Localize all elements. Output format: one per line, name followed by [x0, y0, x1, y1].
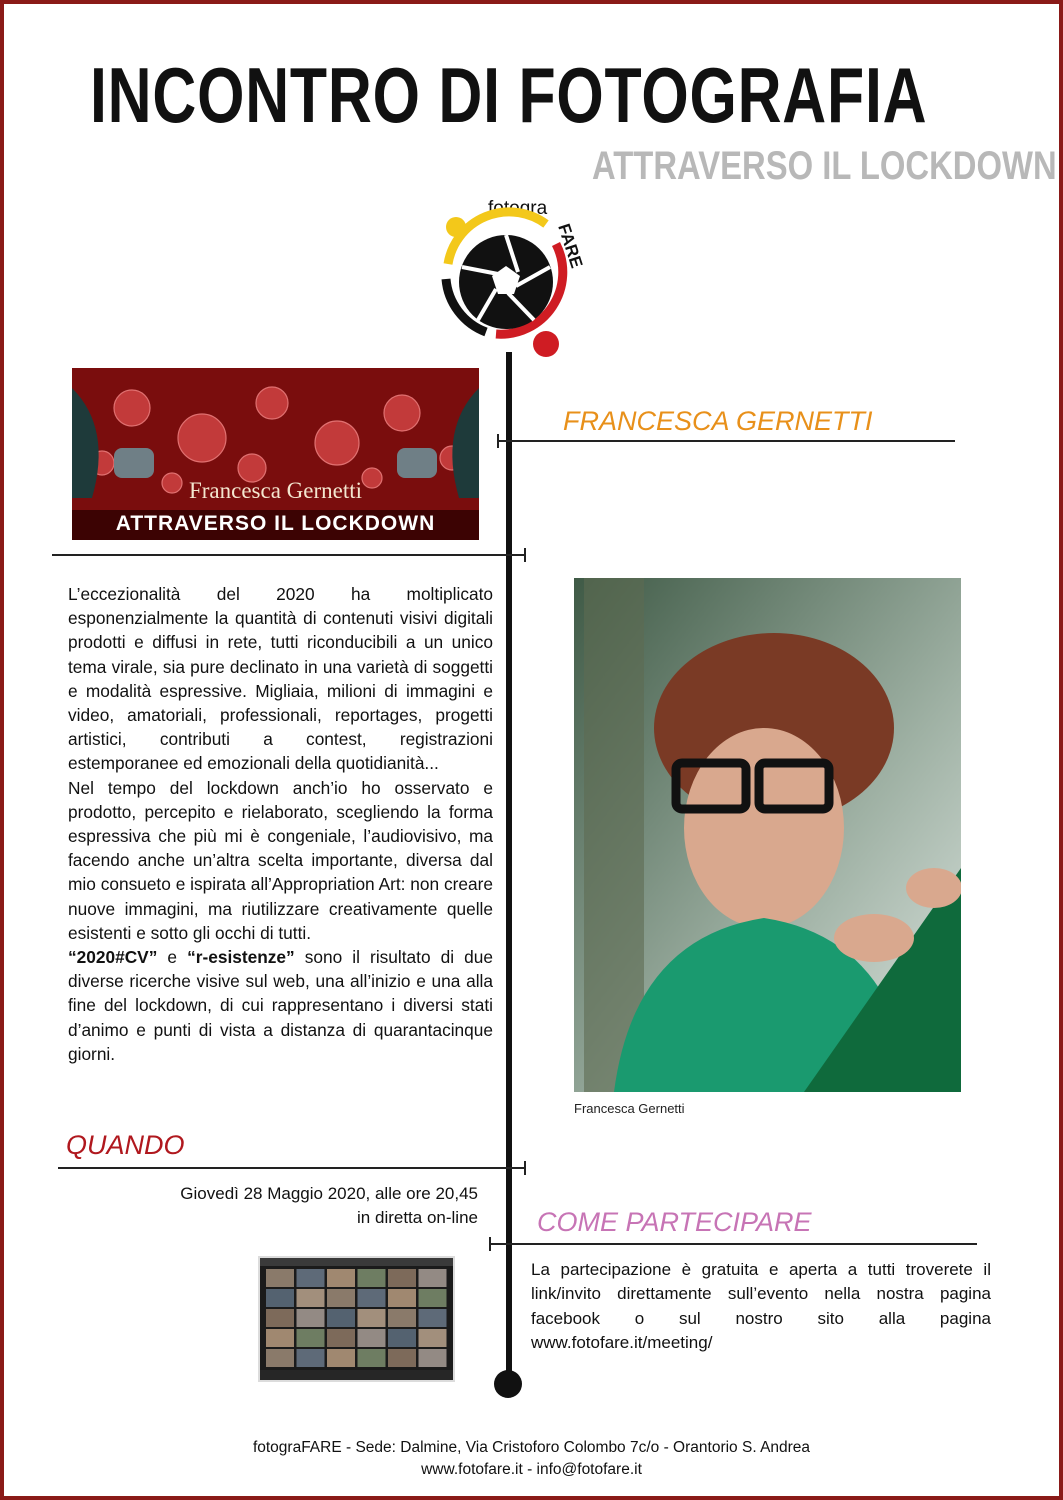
when-date: Giovedì 28 Maggio 2020, alle ore 20,45: [180, 1184, 478, 1203]
when-divider: [58, 1167, 526, 1169]
join-details: La partecipazione è gratuita e aperta a tutti troverete il link/invito direttamente sull’evento nella nostra pagina facebook o sul nostro sito alla pagina www.fotofare.it/meeting/: [531, 1260, 991, 1352]
join-heading: COME PARTECIPARE: [537, 1207, 812, 1237]
work-conjunction: e: [157, 947, 188, 968]
banner-name: Francesca Gernetti: [188, 478, 363, 503]
page-title: INCONTRO DI FOTOGRAFIA: [90, 51, 928, 139]
aperture-icon: [459, 235, 553, 329]
video-grid-image: [260, 1258, 453, 1380]
when-mode: in diretta on-line: [357, 1208, 478, 1227]
footer-contacts: www.fotofare.it - info@fotofare.it: [421, 1461, 642, 1478]
footer: [0, 1437, 1063, 1481]
fotografare-logo: [436, 194, 596, 360]
logo-text-light: fotogra: [488, 198, 548, 219]
speaker-divider-tick: [497, 434, 499, 448]
event-description: [68, 582, 493, 1066]
photo-caption: Francesca Gernetti: [574, 1101, 685, 1116]
when-divider-tick: [524, 1161, 526, 1175]
logo-text-bold: FARE: [554, 221, 587, 271]
when-heading: QUANDO: [66, 1130, 185, 1160]
footer-address: fotograFARE - Sede: Dalmine, Via Cristoforo Colombo 7c/o - Orantorio S. Andrea: [252, 1439, 811, 1456]
timeline-end-dot: [494, 1370, 522, 1398]
join-divider-tick: [489, 1237, 491, 1251]
banner-divider-tick: [524, 548, 526, 562]
speaker-photo: [574, 578, 961, 1092]
timeline-axis: [506, 352, 512, 1382]
banner-divider: [52, 554, 526, 556]
portrait-image: [574, 578, 961, 1092]
logo-dot-red: [533, 331, 559, 357]
speaker-divider: [498, 440, 955, 442]
description-paragraph-3: [68, 945, 493, 1066]
event-banner: [72, 368, 479, 540]
work-title-1: “2020#CV”: [68, 947, 158, 968]
banner-subtitle: ATTRAVERSO IL LOCKDOWN: [115, 512, 436, 535]
work-title-2: “r-esistenze”: [187, 947, 295, 968]
video-call-screenshot: [258, 1256, 455, 1382]
join-divider: [490, 1243, 977, 1245]
speaker-heading: FRANCESCA GERNETTI: [563, 406, 873, 436]
when-details: [60, 1182, 478, 1230]
description-paragraph-1: L’eccezionalità del 2020 ha moltiplicato esponenzialmente la quantità di contenuti visivi digitali prodotti e diffusi in rete, tutti riconducibili a un unico tema virale, sia pure declinato in una varietà di soggetti e modalità espressive. Migliaia, milioni di immagini e video, amatoriali, professionali, reportages, progetti artistici, contributi a contest, registrazioni estemporanee ed emozionali della quotidianità...: [68, 584, 493, 774]
description-paragraph-3-rest: sono il risultato di due diverse ricerche visive sul web, una all’inizio e una alla fine del lockdown, di cui rappresentano i diversi stati d’animo e punti di vista a distanza di quarantacinque giorni.: [68, 947, 494, 1064]
description-paragraph-2: Nel tempo del lockdown anch’io ho osservato e prodotto, percepito e rielaborato, scegliendo la forma espressiva che più mi è congeniale, l’audiovisivo, ma facendo anche un’altra scelta importante, diversa dal mio consueto e ispirata all’Appropriation Art: non creare nuove immagini, ma riutilizzare creativamente quelle esistenti e sotto gli occhi di tutti.: [68, 777, 493, 943]
page-subtitle: ATTRAVERSO IL LOCKDOWN: [592, 144, 1057, 188]
